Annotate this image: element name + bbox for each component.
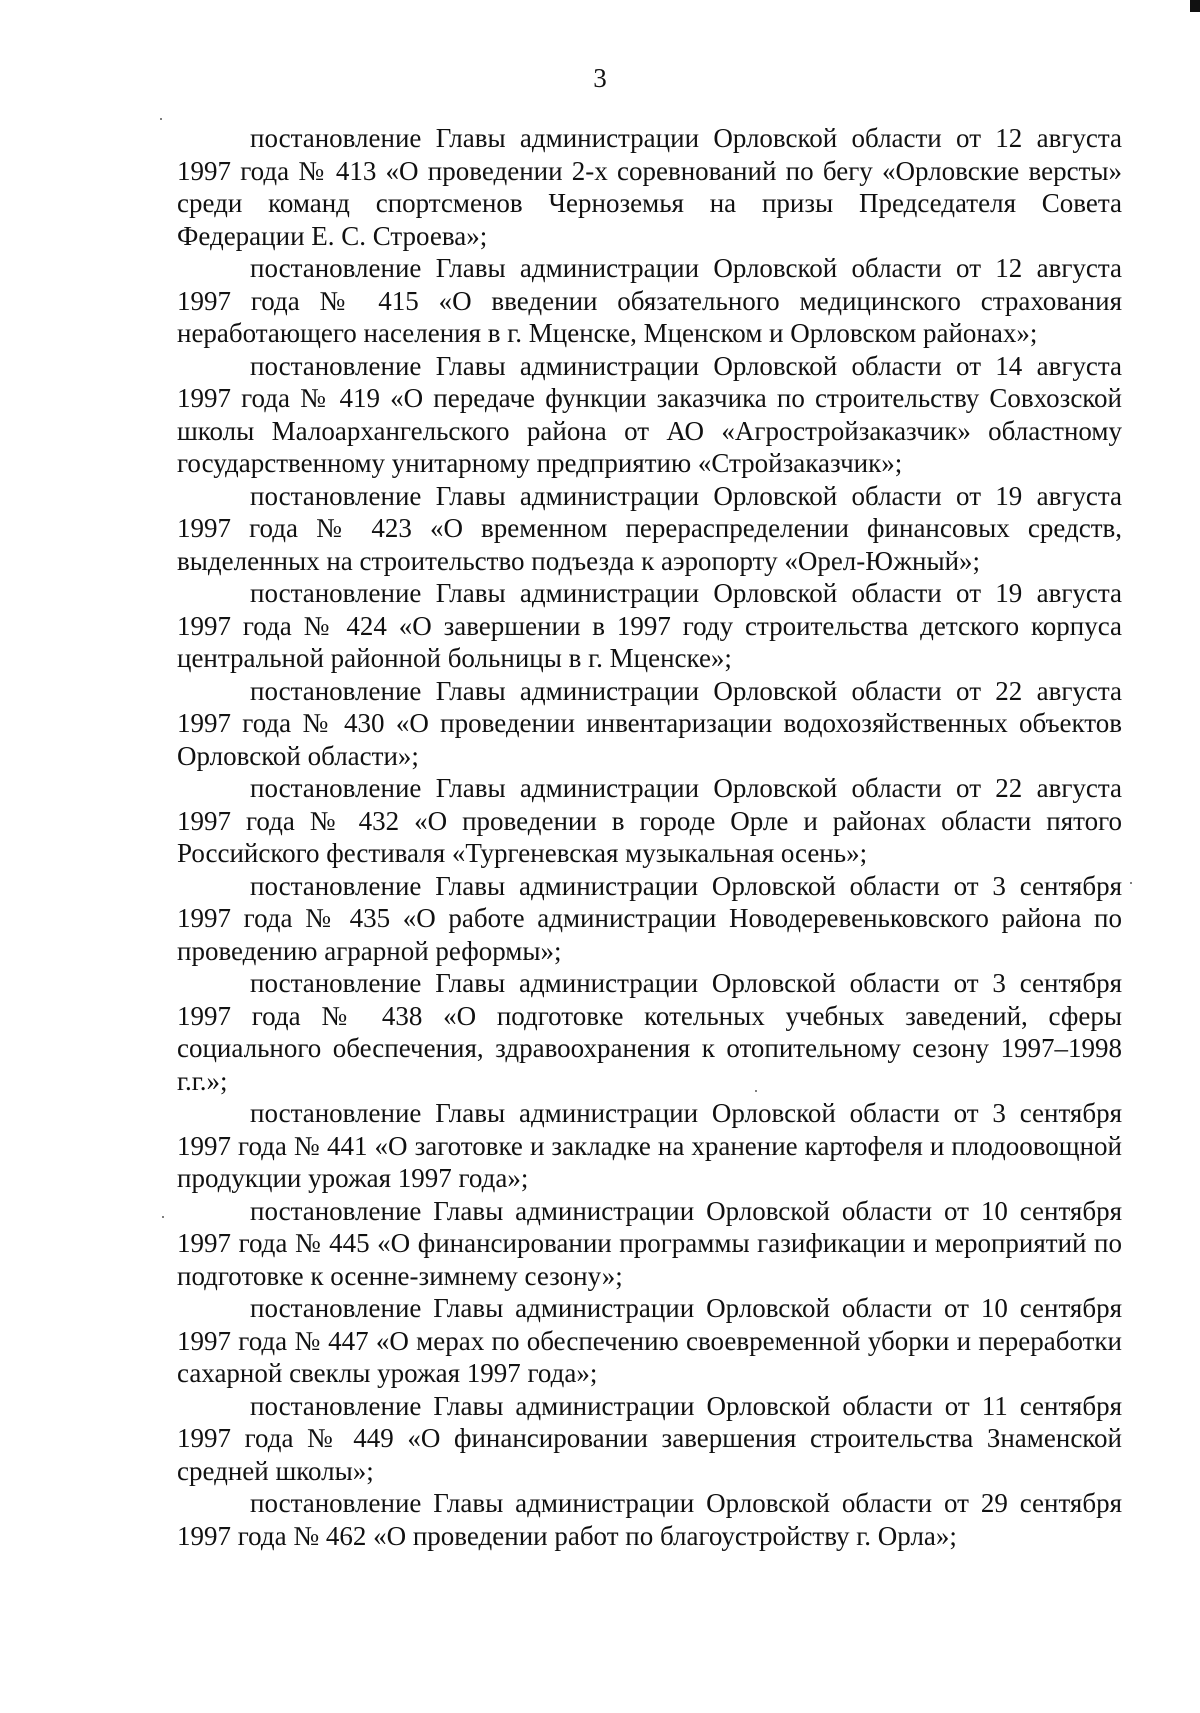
list-item: постановление Главы администрации Орловской области от 19 августа 1997 года № 424 «О завершении в 1997 году строительства детского корпуса центральной районной больницы в г. Мценске»; [177, 578, 1122, 673]
list-item: постановление Главы администрации Орловской области от 10 сентября 1997 года № 445 «О финансировании программы газификации и мероприятий по подготовке к осенне-зимнему сезону»; [177, 1195, 1122, 1291]
list-item: постановление Главы администрации Орловской области от 22 августа 1997 года № 432 «О проведении в городе Орле и районах области пятого Российского фестиваля «Тургеневская музыкальная осень»; [177, 773, 1122, 868]
list-item: постановление Главы администрации Орловской области от 12 августа 1997 года № 415 «О введении обязательного медицинского страхования неработающего населения в г. Мценске, Мценском и Орловском районах»; [177, 253, 1122, 348]
scan-speck [1130, 882, 1132, 884]
list-item: постановление Главы администрации Орловской области от 11 сентября 1997 года № 449 «О финансировании завершения строительства Знаменской средней школы»; [177, 1390, 1122, 1486]
list-item: постановление Главы администрации Орловской области от 14 августа 1997 года № 419 «О передаче функции заказчика по строительству Совхозской школы Малоархангельского района от АО «Агростройзаказчик» областному государственному унитарному предприятию «Стройзаказчик»; [177, 350, 1122, 478]
scan-edge-mark [1190, 0, 1200, 12]
scan-speck [162, 1216, 164, 1218]
list-item: постановление Главы администрации Орловской области от 19 августа 1997 года № 423 «О временном перераспределении финансовых средств, выделенных на строительство подъезда к аэропорту «Орел-Южный»; [177, 480, 1122, 576]
list-item: постановление Главы администрации Орловской области от 29 сентября 1997 года № 462 «О проведении работ по благоустройству г. Орла»; [177, 1488, 1122, 1551]
list-item: постановление Главы администрации Орловской области от 3 сентября 1997 года № 441 «О заготовке и закладке на хранение картофеля и плодоовощной продукции урожая 1997 года»; [177, 1098, 1122, 1193]
list-item: постановление Главы администрации Орловской области от 3 сентября 1997 года № 438 «О подготовке котельных учебных заведений, сферы социального обеспечения, здравоохранения к отопительному сезону 1997–1998 г.г.»; [177, 968, 1122, 1096]
list-item: постановление Главы администрации Орловской области от 3 сентября 1997 года № 435 «О работе администрации Новодеревеньковского района по проведению аграрной реформы»; [177, 870, 1122, 966]
list-item: постановление Главы администрации Орловской области от 22 августа 1997 года № 430 «О проведении инвентаризации водохозяйственных объектов Орловской области»; [177, 675, 1122, 771]
document-body [177, 122, 1122, 1552]
scan-speck [160, 118, 162, 120]
list-item: постановление Главы администрации Орловской области от 10 сентября 1997 года № 447 «О мерах по обеспечению своевременной уборки и переработки сахарной свеклы урожая 1997 года»; [177, 1293, 1122, 1388]
page-number: 3 [593, 63, 607, 93]
list-item: постановление Главы администрации Орловской области от 12 августа 1997 года № 413 «О проведении 2-х соревнований по бегу «Орловские версты» среди команд спортсменов Черноземья на призы Председателя Совета Федерации Е. С. Строева»; [177, 123, 1122, 251]
